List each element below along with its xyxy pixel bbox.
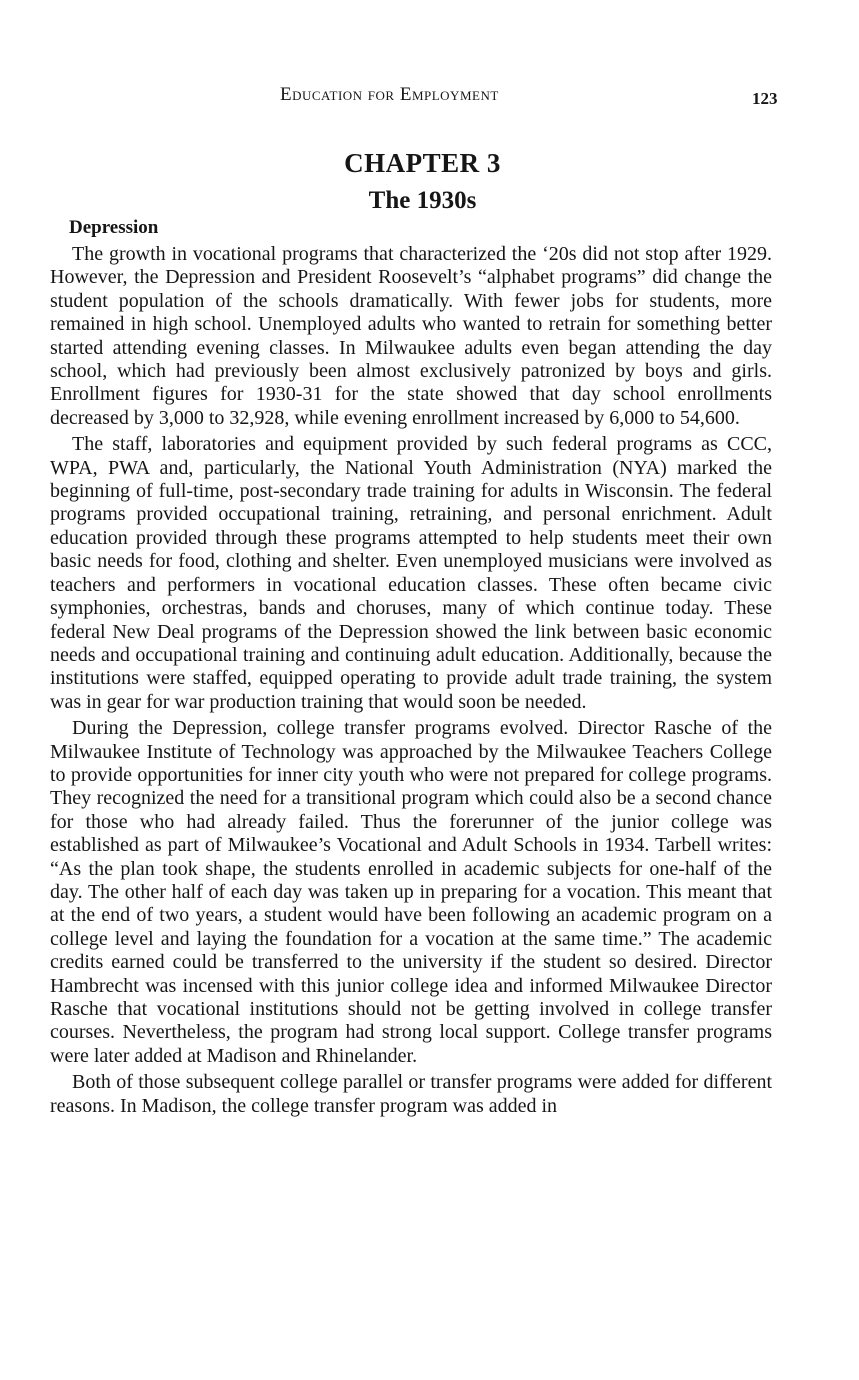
running-head: Education for Employment	[280, 84, 499, 105]
paragraph: During the Depression, college transfer programs evolved. Director Rasche of the Milwaukee Institute of Technology was approached by the Milwaukee Teachers College to provide opportunities for inner city youth who were not prepared for college programs. They recognized the need for a transitional program which could also be a second chance for those who had already failed. Thus the forerunner of the junior college was established as part of Milwaukee’s Vocational and Adult Schools in 1934. Tarbell writes: “As the plan took shape, the students enrolled in academic subjects for one-half of the day. The other half of each day was taken up in preparing for a vocation. This meant that at the end of two years, a student would have been following an academic program on a college level and laying the foundation for a vocation at the same time.” The academic credits earned could be transferred to the university if the student so desired. Director Hambrecht was incensed with this junior college idea and informed Milwaukee Director Rasche that vocational institutions should not be getting involved in college transfer courses. Nevertheless, the program had strong local support. College transfer programs were later added at Madison and Rhinelander.	[50, 717, 772, 1067]
paragraph: Both of those subsequent college parallel or transfer programs were added for different reasons. In Madison, the college transfer program was added in	[50, 1071, 772, 1117]
section-heading: Depression	[69, 217, 159, 238]
chapter-subtitle: The 1930s	[368, 187, 477, 214]
chapter-title: CHAPTER 3	[344, 148, 501, 178]
paragraph: The growth in vocational programs that characterized the ‘20s did not stop after 1929. However, the Depression and President Roosevelt’s “alphabet programs” did change the student population of the schools dramatically. With fewer jobs for students, more remained in high school. Unemployed adults who wanted to retrain for something better started attending evening classes. In Milwaukee adults even began attending the day school, which had previously been almost exclusively patronized by boys and girls. Enrollment figures for 1930-31 for the state showed that day school enrollments decreased by 3,000 to 32,928, while evening enrollment increased by 6,000 to 54,600.	[50, 243, 772, 429]
body-text	[50, 243, 772, 1121]
paragraph: The staff, laboratories and equipment provided by such federal programs as CCC, WPA, PWA and, particularly, the National Youth Administration (NYA) marked the beginning of full-time, post-secondary trade training for adults in Wisconsin. The federal programs provided occupational training, retraining, and personal enrichment. Adult education provided through these programs attempted to help students meet their own basic needs for food, clothing and shelter. Even unemployed musicians were involved as teachers and performers in vocational education classes. These often became civic symphonies, orchestras, bands and choruses, many of which continue today. These federal New Deal programs of the Depression showed the link between basic economic needs and occupational training and continuing adult education. Additionally, because the institutions were staffed, equipped operating to provide adult trade training, the system was in gear for war production training that would soon be needed.	[50, 433, 772, 713]
page-number: 123	[752, 89, 778, 108]
